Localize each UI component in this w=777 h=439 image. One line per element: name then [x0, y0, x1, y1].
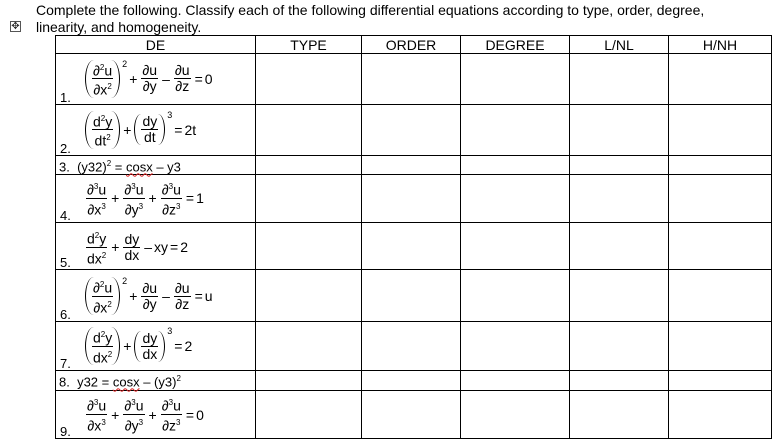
- row-number: 8.: [59, 374, 70, 390]
- equation: ∂$^3$u $\partial x^3$ + $\frac{\partial^3u}{\partial y^3}$ + $\frac{\partial^3u}{\partial z^3}$ = 1: [84, 179, 204, 217]
- type-cell[interactable]: [256, 156, 362, 175]
- spellcheck-word: cosx: [112, 374, 140, 390]
- equation: ∂$^2$u $\partial x^2$ 2 + $\frac{\partial u}{\partial y}$ – $\frac{\partial u}{\partial z}$ = 0: [84, 60, 213, 98]
- degree-cell[interactable]: [461, 105, 570, 156]
- spellcheck-word: cosx: [125, 159, 153, 175]
- table-row: [56, 156, 772, 175]
- homogeneity-cell[interactable]: [669, 322, 772, 371]
- exponent: 2: [106, 159, 112, 168]
- equation-part: =: [111, 159, 126, 175]
- header-linearity: L/NL: [570, 36, 669, 54]
- equation-cell: [56, 156, 256, 175]
- type-cell[interactable]: [256, 390, 362, 438]
- degree-cell[interactable]: [461, 223, 570, 270]
- equation: $d^2y$ $dx^2$ + $\frac{dy}{dx}$ – xy = 2: [84, 228, 188, 266]
- linearity-cell[interactable]: [570, 371, 669, 390]
- type-cell[interactable]: [256, 175, 362, 223]
- type-cell[interactable]: [256, 105, 362, 156]
- order-cell[interactable]: [362, 54, 461, 105]
- row-number: 3.: [59, 159, 70, 175]
- order-cell[interactable]: [362, 371, 461, 390]
- table-row: [56, 371, 772, 390]
- equation-cell: [56, 371, 256, 390]
- degree-cell[interactable]: [461, 270, 570, 322]
- equation-cell: [56, 175, 256, 223]
- homogeneity-cell[interactable]: [669, 270, 772, 322]
- type-cell[interactable]: [256, 223, 362, 270]
- equation: [56, 156, 255, 174]
- equation-cell: [56, 270, 256, 322]
- table-row: [56, 105, 772, 156]
- equation-term: xy: [154, 239, 169, 256]
- equation-rhs: 2: [180, 239, 189, 256]
- row-number: 1.: [60, 90, 71, 105]
- row-number: 6.: [60, 307, 71, 323]
- homogeneity-cell[interactable]: [669, 223, 772, 270]
- equation: $d^2y$ $dt^2$ + dy dt 3 = 2t: [84, 111, 196, 149]
- table-row: [56, 54, 772, 105]
- equation: $d^2y$ $dx^2$ + dy dx 3 = 2: [84, 327, 192, 365]
- equation-rhs: 2t: [184, 121, 197, 138]
- linearity-cell[interactable]: [570, 105, 669, 156]
- equation-cell: [56, 105, 256, 156]
- instructions-line-2: linearity, and homogeneity.: [36, 18, 202, 35]
- instructions: [36, 2, 771, 35]
- row-number: 5.: [60, 255, 71, 271]
- header-de: DE: [56, 36, 256, 54]
- linearity-cell[interactable]: [570, 270, 669, 322]
- degree-cell[interactable]: [461, 54, 570, 105]
- degree-cell[interactable]: [461, 322, 570, 371]
- header-type: TYPE: [256, 36, 362, 54]
- equation-rhs: 1: [196, 190, 204, 207]
- order-cell[interactable]: [362, 223, 461, 270]
- header-order: ORDER: [362, 36, 461, 54]
- header-homogeneity: H/NH: [669, 36, 772, 54]
- equation: ∂$^2$u $\partial x^2$ 2 + $\frac{\partial u}{\partial y}$ – $\frac{\partial u}{\partial z}$ = u: [84, 277, 213, 315]
- linearity-cell[interactable]: [570, 223, 669, 270]
- degree-cell[interactable]: [461, 371, 570, 390]
- order-cell[interactable]: [362, 175, 461, 223]
- homogeneity-cell[interactable]: [669, 390, 772, 438]
- exponent: 2: [176, 374, 181, 384]
- order-cell[interactable]: [362, 390, 461, 438]
- order-cell[interactable]: [362, 322, 461, 371]
- equation-rhs: u: [204, 288, 213, 305]
- classification-table: [55, 35, 772, 439]
- equation-cell: [56, 54, 256, 105]
- linearity-cell[interactable]: [570, 390, 669, 438]
- equation-rhs: 2: [184, 338, 193, 355]
- equation-cell: [56, 223, 256, 270]
- equation-rhs: 0: [204, 70, 213, 87]
- row-number: 4.: [60, 208, 71, 224]
- equation-part: – (y3): [139, 374, 177, 390]
- equation-cell: [56, 390, 256, 438]
- linearity-cell[interactable]: [570, 322, 669, 371]
- homogeneity-cell[interactable]: [669, 156, 772, 175]
- homogeneity-cell[interactable]: [669, 105, 772, 156]
- homogeneity-cell[interactable]: [669, 371, 772, 390]
- type-cell[interactable]: [256, 322, 362, 371]
- header-degree: DEGREE: [461, 36, 570, 54]
- order-cell[interactable]: [362, 270, 461, 322]
- homogeneity-cell[interactable]: [669, 175, 772, 223]
- equation: ∂$^3$u $\partial x^3$ + $\frac{\partial^3u}{\partial y^3}$ + $\frac{\partial^3u}{\partial z^3}$ = 0: [84, 395, 204, 433]
- type-cell[interactable]: [256, 371, 362, 390]
- order-cell[interactable]: [362, 156, 461, 175]
- linearity-cell[interactable]: [570, 156, 669, 175]
- degree-cell[interactable]: [461, 175, 570, 223]
- equation-part: – y3: [152, 159, 181, 175]
- equation: [56, 371, 255, 389]
- header-row: [56, 36, 772, 54]
- type-cell[interactable]: [256, 270, 362, 322]
- table-row: [56, 322, 772, 371]
- equation-cell: [56, 322, 256, 371]
- row-number: 7.: [60, 356, 71, 372]
- table-move-handle-icon[interactable]: ✥: [11, 21, 20, 32]
- row-number: 2.: [60, 141, 71, 156]
- table-row: [56, 270, 772, 322]
- order-cell[interactable]: [362, 105, 461, 156]
- equation-part: (y32): [77, 159, 107, 175]
- degree-cell[interactable]: [461, 156, 570, 175]
- linearity-cell[interactable]: [570, 175, 669, 223]
- table-row: [56, 175, 772, 223]
- table-row: [56, 223, 772, 270]
- row-number: 9.: [60, 423, 71, 439]
- homogeneity-cell[interactable]: [669, 54, 772, 105]
- table-row: [56, 390, 772, 438]
- equation-rhs: 0: [196, 406, 204, 423]
- linearity-cell[interactable]: [570, 54, 669, 105]
- equation-part: y32 =: [77, 374, 113, 390]
- type-cell[interactable]: [256, 54, 362, 105]
- instructions-line-1: Complete the following. Classify each of the following differential equations according to type, order, degree,: [36, 2, 705, 18]
- degree-cell[interactable]: [461, 390, 570, 438]
